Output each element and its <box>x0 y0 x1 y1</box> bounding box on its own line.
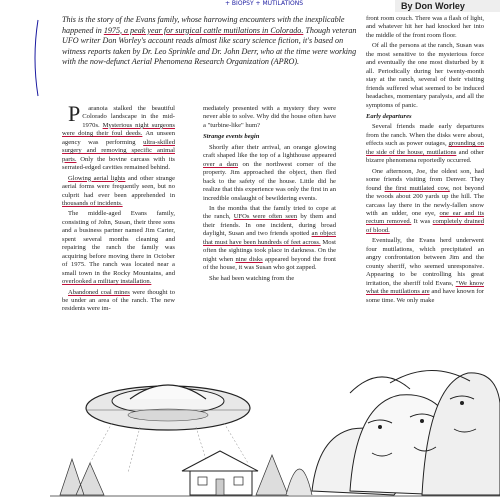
col2-text: Most often the sightings took place in darkness. On the night when <box>203 238 336 263</box>
col2-highlight: nine disks <box>235 255 263 263</box>
intro-text-2: Though veteran UFO writer Don Worley's account reads almost like scary science fiction, it's based on witness reports taken by Dr. Leo Sprinkle and Dr. John Derr, who at the time were working with the now-defunct Aerial Phenomena Research Organization (APRO). <box>62 25 357 67</box>
col1-text: An unseen agency was performing <box>62 130 175 146</box>
col3-text: and have known for some time. We only make <box>366 288 484 304</box>
col3-highlight: completely drained of blood. <box>366 218 484 234</box>
col1-highlight: Mysterious night surgeons were doing their foul deeds. <box>62 121 175 138</box>
col2-paragraph: She had been watching from the <box>209 274 295 282</box>
col2-text: In the months that the family tried to cope at the ranch, <box>203 204 336 221</box>
col3-text: Eventually, the Evans herd underwent four mutilations, which precipitated an angry confrontation between Jim and the county sheriff, who seemed unresponsive. Appearing to be controlling his great irritation, the sheriff told Evans, <box>366 237 484 287</box>
col1-highlight: Glowing aerial lights <box>68 174 126 182</box>
col1-text: were thought to be under an area of the ranch. The new residents were im- <box>62 288 175 313</box>
intro-highlight: 1975, a peak year for surgical cattle mutilations in Colorado. <box>103 25 304 35</box>
col3-paragraph: front room couch. There was a flash of light, and whatever hit her had knocked her into the middle of the front room floor. <box>366 15 484 39</box>
col1-text: Only the bovine carcass with its serrated-edged cavities remained behind. <box>62 155 175 172</box>
col3-text: not beyond the woods about 200 yards up the hill. The carcass lay there in the newly-fallen snow with an udder, one eye, <box>366 184 484 217</box>
col1-highlight: Abandoned coal mines <box>68 288 130 296</box>
margin-pen-mark <box>30 18 42 102</box>
col1-highlight: ultra-skilled surgery and removing specific animal parts. <box>62 138 175 163</box>
byline: By Don Worley <box>395 0 500 12</box>
intro-paragraph <box>62 15 362 97</box>
col2-text: by them and their friends. In one incident, during broad daylight, Susan and two friends spotted <box>203 213 336 238</box>
col2-highlight: an object that must have been hundreds of feet across. <box>203 230 336 246</box>
col3-text: Several friends made early departures from the ranch. When the disks were about, effects such as power outages, <box>366 123 484 148</box>
col1-highlight: overlooked a military installation. <box>62 278 152 286</box>
col3-text: and other bizarre phenomena reportedly occurred. <box>366 148 484 165</box>
subheading-strange-events: Strange events begin <box>203 133 260 141</box>
ufo-illustration <box>50 363 500 500</box>
col2-text: Shortly after their arrival, an orange glowing craft shaped like the top of a lighthouse appeared <box>203 143 336 160</box>
col1-text: aranoia stalked the beautiful Colorado landscape in the mid-1970s. <box>82 105 175 129</box>
col2-highlight: UFOs were often seen <box>233 213 298 221</box>
subheading-early-departures: Early departures <box>366 112 412 120</box>
drop-cap: P <box>68 105 81 126</box>
margin-bracket-icon <box>30 18 42 98</box>
watching-faces-icon <box>312 370 500 495</box>
col1-text: The middle-aged Evans family, consisting of John, Susan, their three sons and a business partner named Jim Carter, spent several months cleaning and repairing the ranch the family was acquiring before moving there in October of 1975. The ranch was located near a small town in the Rocky Mountains, and <box>62 210 175 277</box>
col2-paragraph: mediately presented with a mystery they were never able to solve. Why did the house often have a "turbine-like" hum? <box>203 105 336 129</box>
col1-text: and other strange aerial forms were frequently seen, but no culprit had ever been apprehended in <box>62 174 175 199</box>
col2-text: on the northwest corner of the property. Jim approached the object, then fled back to the safety of the house. Little did he realize that this experience was only the first in an incredible onslaught of bewildering events. <box>203 160 336 202</box>
article-column-1 <box>62 105 175 365</box>
article-column-2 <box>203 105 336 365</box>
col2-text: appeared beyond the front of the house, it was Susan who got zapped. <box>203 255 336 272</box>
trees-icon <box>60 455 312 495</box>
col3-text: One afternoon, Joe, the oldest son, had some friends visiting from Denver. They found <box>366 167 484 192</box>
col3-paragraph: Of all the persons at the ranch, Susan was the most sensitive to the mysterious force and eventually the one most disturbed by it all. Periodically during her twenty-month stay at the ranch, several of their visiting friends suffered what seemed to be induced headaches, momentary paralysis, and all the symptoms of panic. <box>366 42 484 109</box>
intro-text-1: This is the story of the Evans family, whose harrowing encounters with the inexplicable happened in <box>62 15 345 35</box>
col3-highlight: the first mutilated cow, <box>384 184 450 192</box>
col3-highlight: grounding on the side of the house, mutilations <box>366 140 484 156</box>
col1-highlight: thousands of incidents. <box>62 199 123 207</box>
ranch-house-icon <box>182 451 258 495</box>
col3-highlight: one ear and its rectum removed. <box>366 209 484 226</box>
col3-highlight: "We know what the mutilations are <box>366 279 484 296</box>
col2-highlight: over a dam <box>203 160 238 168</box>
col3-text: It was <box>411 218 433 226</box>
handwritten-note: + BIOPSY + MUTILATIONS <box>225 0 304 7</box>
